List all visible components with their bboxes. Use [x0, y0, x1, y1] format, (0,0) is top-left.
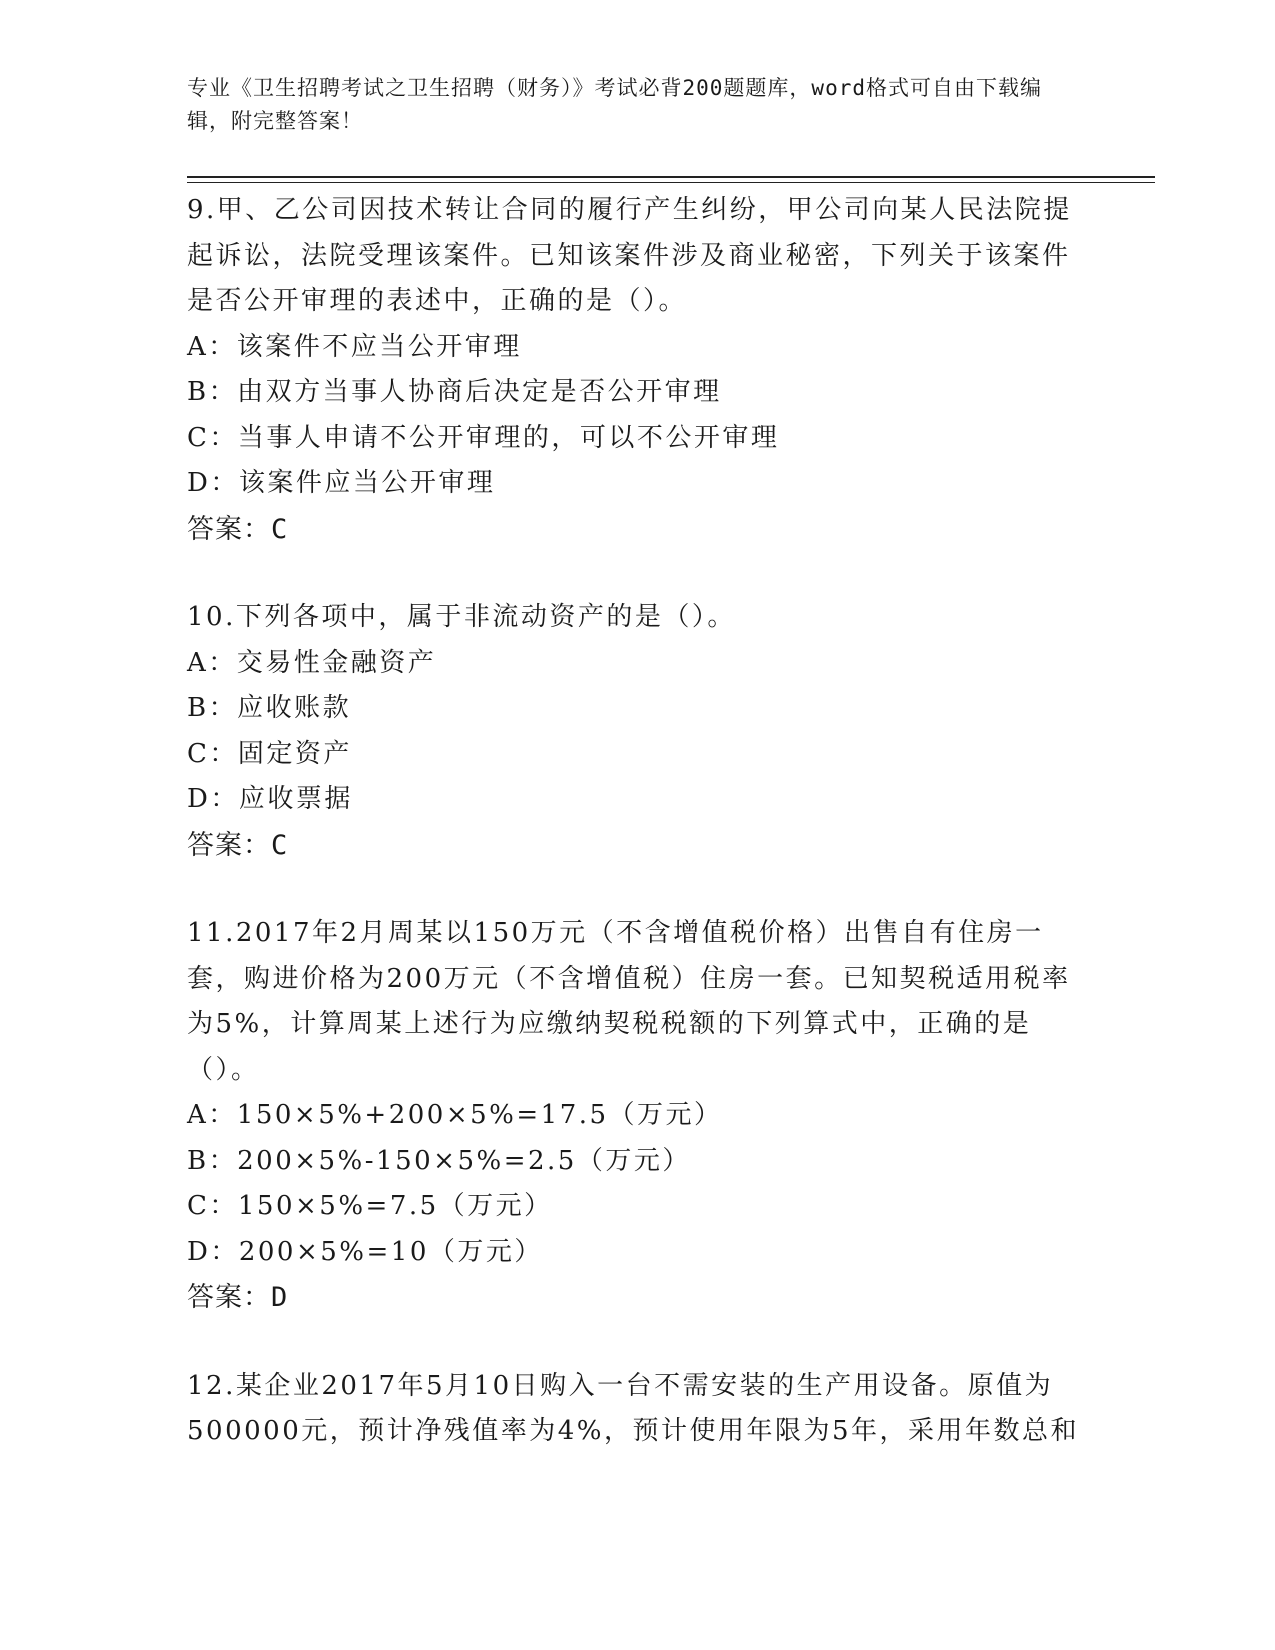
question-stem: 9.甲、乙公司因技术转让合同的履行产生纠纷，甲公司向某人民法院提起诉讼，法院受理该案件。已知该案件涉及商业秘密，下列关于该案件是否公开审理的表述中，正确的是（）。	[187, 195, 1072, 316]
question-spacer	[187, 868, 1087, 911]
option-a: A：150×5%+200×5%=17.5（万元）	[187, 1100, 723, 1130]
option-b: B：应收账款	[187, 693, 352, 723]
question-10	[187, 595, 1087, 868]
question-spacer	[187, 552, 1087, 595]
option-c: C：当事人申请不公开审理的，可以不公开审理	[187, 422, 780, 453]
question-stem: 12.某企业2017年5月10日购入一台不需安装的生产用设备。原值为500000元，预计净残值率为4%，预计使用年限为5年，采用年数总和	[187, 1370, 1080, 1446]
question-stem: 10.下列各项中，属于非流动资产的是（）。	[187, 602, 736, 632]
option-b: B：由双方当事人协商后决定是否公开审理	[187, 377, 722, 407]
option-d: D：200×5%=10（万元）	[187, 1236, 543, 1267]
answer-line: 答案：C	[187, 513, 289, 545]
document-header: 专业《卫生招聘考试之卫生招聘（财务）》考试必背200题题库，word格式可自由下载编辑，附完整答案！	[187, 76, 1042, 133]
question-list	[187, 188, 1087, 1455]
question-spacer	[187, 1321, 1087, 1364]
option-c: C：固定资产	[187, 738, 352, 769]
answer-line: 答案：C	[187, 829, 289, 861]
header-rule-thick	[187, 176, 1155, 178]
option-a: A：该案件不应当公开审理	[187, 331, 522, 362]
option-d: D：应收票据	[187, 784, 353, 814]
question-9	[187, 188, 1087, 552]
answer-line: 答案：D	[187, 1282, 289, 1313]
question-stem: 11.2017年2月周某以150万元（不含增值税价格）出售自有住房一套，购进价格为200万元（不含增值税）住房一套。已知契税适用税率为5%，计算周某上述行为应缴纳契税税额的下列算式中，正确的是（）。	[187, 918, 1071, 1085]
question-12	[187, 1364, 1087, 1455]
option-d: D：该案件应当公开审理	[187, 468, 496, 498]
option-b: B：200×5%-150×5%=2.5（万元）	[187, 1145, 691, 1176]
header-rule-thin	[187, 182, 1155, 183]
option-a: A：交易性金融资产	[187, 647, 437, 678]
option-c: C：150×5%=7.5（万元）	[187, 1191, 553, 1221]
question-11	[187, 911, 1087, 1321]
